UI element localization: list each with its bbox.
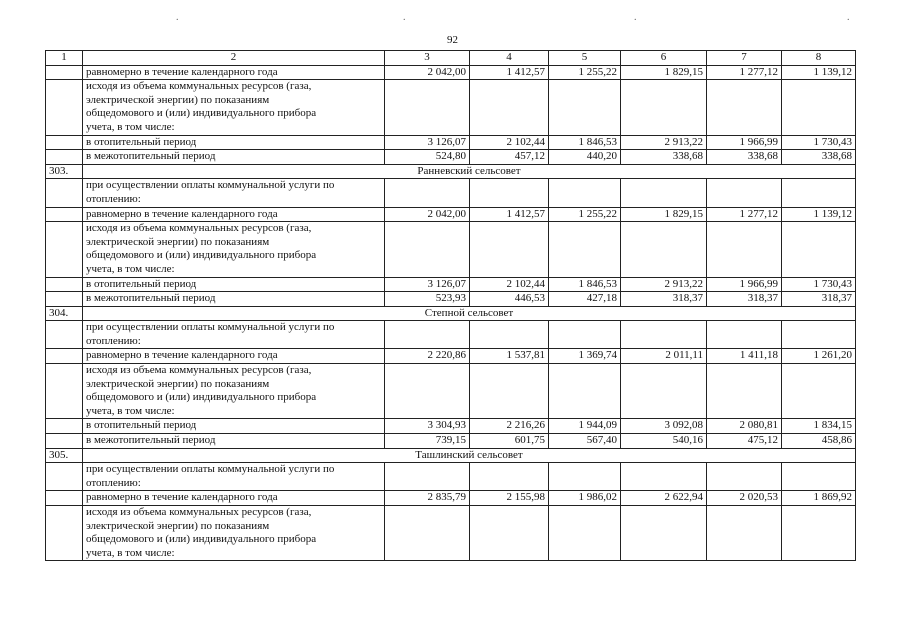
row-description xyxy=(83,364,385,419)
description-line: при осуществлении оплаты коммунальной услуги по xyxy=(86,463,335,476)
value-cell: 2 102,44 xyxy=(470,135,549,150)
index-cell xyxy=(46,222,83,277)
header-cell: 7 xyxy=(707,51,782,66)
header-cell: 4 xyxy=(470,51,549,66)
value-cell xyxy=(621,80,707,135)
data-row xyxy=(46,434,856,449)
value-cell xyxy=(470,80,549,135)
value-cell: 1 986,02 xyxy=(549,491,621,506)
header-cell: 6 xyxy=(621,51,707,66)
row-label: в отопительный период xyxy=(83,277,385,292)
value-cell xyxy=(470,506,549,561)
description-line: отоплению: xyxy=(86,334,141,347)
page-number: 92 xyxy=(447,34,458,46)
value-cell: 1 730,43 xyxy=(782,135,856,150)
text-row xyxy=(46,321,856,349)
value-cell xyxy=(621,463,707,491)
value-cell: 601,75 xyxy=(470,434,549,449)
value-cell: 2 042,00 xyxy=(385,65,470,80)
data-row xyxy=(46,419,856,434)
value-cell: 1 277,12 xyxy=(707,207,782,222)
text-row xyxy=(46,222,856,277)
row-description xyxy=(83,321,385,349)
index-cell xyxy=(46,419,83,434)
text-row xyxy=(46,364,856,419)
description-line: при осуществлении оплаты коммунальной услуги по xyxy=(86,179,335,192)
value-cell: 2 020,53 xyxy=(707,491,782,506)
description-line: исходя из объема коммунальных ресурсов (газа, xyxy=(86,506,312,518)
header-cell: 3 xyxy=(385,51,470,66)
description-line: исходя из объема коммунальных ресурсов (газа, xyxy=(86,80,312,93)
value-cell: 1 944,09 xyxy=(549,419,621,434)
row-label: в межотопительный период xyxy=(83,150,385,165)
description-line: отоплению: xyxy=(86,192,141,205)
data-row xyxy=(46,491,856,506)
value-cell: 1 829,15 xyxy=(621,65,707,80)
row-label: равномерно в течение календарного года xyxy=(83,65,385,80)
value-cell: 457,12 xyxy=(470,150,549,165)
value-cell: 1 412,57 xyxy=(470,207,549,222)
description-line: отоплению: xyxy=(86,476,141,489)
value-cell xyxy=(782,80,856,135)
value-cell xyxy=(707,506,782,561)
row-label: равномерно в течение календарного года xyxy=(83,207,385,222)
value-cell: 3 126,07 xyxy=(385,277,470,292)
value-cell xyxy=(707,222,782,277)
value-cell xyxy=(470,321,549,349)
section-index: 304. xyxy=(46,306,83,321)
value-cell: 1 255,22 xyxy=(549,207,621,222)
value-cell: 524,80 xyxy=(385,150,470,165)
value-cell xyxy=(621,179,707,207)
text-row xyxy=(46,80,856,135)
value-cell xyxy=(707,321,782,349)
section-row xyxy=(46,448,856,463)
index-cell xyxy=(46,179,83,207)
row-label: в отопительный период xyxy=(83,135,385,150)
value-cell: 1 834,15 xyxy=(782,419,856,434)
row-label: в отопительный период xyxy=(83,419,385,434)
value-cell: 2 155,98 xyxy=(470,491,549,506)
index-cell xyxy=(46,80,83,135)
value-cell: 338,68 xyxy=(707,150,782,165)
index-cell xyxy=(46,292,83,307)
index-cell xyxy=(46,321,83,349)
index-cell xyxy=(46,135,83,150)
value-cell: 1 966,99 xyxy=(707,135,782,150)
value-cell xyxy=(707,80,782,135)
tariff-table xyxy=(45,50,856,561)
value-cell xyxy=(707,364,782,419)
value-cell: 3 304,93 xyxy=(385,419,470,434)
row-label: равномерно в течение календарного года xyxy=(83,349,385,364)
data-row xyxy=(46,277,856,292)
index-cell xyxy=(46,506,83,561)
value-cell: 318,37 xyxy=(707,292,782,307)
value-cell: 567,40 xyxy=(549,434,621,449)
section-row xyxy=(46,306,856,321)
section-index: 303. xyxy=(46,164,83,179)
data-row xyxy=(46,349,856,364)
row-label: в межотопительный период xyxy=(83,292,385,307)
value-cell xyxy=(782,364,856,419)
value-cell xyxy=(549,364,621,419)
row-description xyxy=(83,179,385,207)
value-cell: 2 220,86 xyxy=(385,349,470,364)
value-cell: 1 412,57 xyxy=(470,65,549,80)
value-cell xyxy=(549,80,621,135)
scan-dot: . xyxy=(176,12,179,23)
section-row xyxy=(46,164,856,179)
value-cell xyxy=(385,80,470,135)
value-cell: 2 042,00 xyxy=(385,207,470,222)
description-line: электрической энергии) по показаниям xyxy=(86,519,270,532)
value-cell: 458,86 xyxy=(782,434,856,449)
value-cell xyxy=(385,222,470,277)
value-cell xyxy=(707,179,782,207)
header-cell: 1 xyxy=(46,51,83,66)
index-cell xyxy=(46,349,83,364)
text-row xyxy=(46,463,856,491)
scan-dot: . xyxy=(847,12,850,23)
description-line: электрической энергии) по показаниям xyxy=(86,93,270,106)
value-cell: 427,18 xyxy=(549,292,621,307)
header-cell: 5 xyxy=(549,51,621,66)
value-cell: 2 102,44 xyxy=(470,277,549,292)
value-cell xyxy=(470,364,549,419)
value-cell: 3 126,07 xyxy=(385,135,470,150)
value-cell: 338,68 xyxy=(782,150,856,165)
index-cell xyxy=(46,364,83,419)
value-cell: 1 537,81 xyxy=(470,349,549,364)
value-cell: 540,16 xyxy=(621,434,707,449)
value-cell: 2 835,79 xyxy=(385,491,470,506)
row-description xyxy=(83,222,385,277)
value-cell xyxy=(470,463,549,491)
value-cell xyxy=(621,321,707,349)
value-cell: 739,15 xyxy=(385,434,470,449)
description-line: учета, в том числе: xyxy=(86,120,175,133)
section-title: Ранневский сельсовет xyxy=(83,164,856,179)
value-cell: 475,12 xyxy=(707,434,782,449)
value-cell: 2 011,11 xyxy=(621,349,707,364)
value-cell: 318,37 xyxy=(782,292,856,307)
header-cell: 2 xyxy=(83,51,385,66)
description-line: исходя из объема коммунальных ресурсов (газа, xyxy=(86,364,312,377)
row-description xyxy=(83,463,385,491)
row-label: в межотопительный период xyxy=(83,434,385,449)
index-cell xyxy=(46,207,83,222)
description-line: учета, в том числе: xyxy=(86,546,175,559)
value-cell xyxy=(385,463,470,491)
value-cell: 1 846,53 xyxy=(549,277,621,292)
value-cell xyxy=(782,222,856,277)
value-cell xyxy=(621,222,707,277)
value-cell xyxy=(707,463,782,491)
description-line: учета, в том числе: xyxy=(86,262,175,275)
value-cell: 2 080,81 xyxy=(707,419,782,434)
value-cell xyxy=(782,506,856,561)
value-cell: 2 913,22 xyxy=(621,277,707,292)
description-line: общедомового и (или) индивидуального прибора xyxy=(86,533,317,546)
value-cell xyxy=(470,222,549,277)
value-cell xyxy=(549,506,621,561)
section-title: Степной сельсовет xyxy=(83,306,856,321)
value-cell: 2 216,26 xyxy=(470,419,549,434)
value-cell xyxy=(470,179,549,207)
value-cell xyxy=(549,463,621,491)
table-body xyxy=(46,65,856,561)
description-line: при осуществлении оплаты коммунальной услуги по xyxy=(86,321,335,334)
row-description xyxy=(83,80,385,135)
description-line: исходя из объема коммунальных ресурсов (газа, xyxy=(86,222,312,235)
data-row xyxy=(46,150,856,165)
value-cell xyxy=(549,179,621,207)
value-cell xyxy=(782,179,856,207)
data-row xyxy=(46,207,856,222)
value-cell: 523,93 xyxy=(385,292,470,307)
value-cell xyxy=(621,506,707,561)
value-cell: 1 369,74 xyxy=(549,349,621,364)
value-cell: 1 139,12 xyxy=(782,65,856,80)
header-cell: 8 xyxy=(782,51,856,66)
value-cell: 446,53 xyxy=(470,292,549,307)
value-cell xyxy=(549,222,621,277)
description-line: учета, в том числе: xyxy=(86,404,175,417)
index-cell xyxy=(46,277,83,292)
value-cell: 1 966,99 xyxy=(707,277,782,292)
description-line: электрической энергии) по показаниям xyxy=(86,235,270,248)
section-index: 305. xyxy=(46,448,83,463)
row-description xyxy=(83,506,385,561)
value-cell xyxy=(385,506,470,561)
value-cell: 1 277,12 xyxy=(707,65,782,80)
value-cell: 440,20 xyxy=(549,150,621,165)
scan-dot: . xyxy=(634,12,637,23)
value-cell xyxy=(385,321,470,349)
data-row xyxy=(46,292,856,307)
value-cell xyxy=(782,463,856,491)
value-cell: 1 869,92 xyxy=(782,491,856,506)
index-cell xyxy=(46,434,83,449)
index-cell xyxy=(46,491,83,506)
index-cell xyxy=(46,65,83,80)
value-cell: 1 411,18 xyxy=(707,349,782,364)
text-row xyxy=(46,179,856,207)
data-row xyxy=(46,65,856,80)
section-title: Ташлинский сельсовет xyxy=(83,448,856,463)
text-row xyxy=(46,506,856,561)
value-cell: 338,68 xyxy=(621,150,707,165)
value-cell: 2 913,22 xyxy=(621,135,707,150)
value-cell: 1 846,53 xyxy=(549,135,621,150)
index-cell xyxy=(46,463,83,491)
description-line: электрической энергии) по показаниям xyxy=(86,377,270,390)
value-cell: 3 092,08 xyxy=(621,419,707,434)
description-line: общедомового и (или) индивидуального прибора xyxy=(86,249,317,262)
value-cell: 1 261,20 xyxy=(782,349,856,364)
index-cell xyxy=(46,150,83,165)
value-cell: 1 829,15 xyxy=(621,207,707,222)
value-cell xyxy=(621,364,707,419)
value-cell: 1 255,22 xyxy=(549,65,621,80)
value-cell xyxy=(549,321,621,349)
data-row xyxy=(46,135,856,150)
value-cell xyxy=(385,179,470,207)
description-line: общедомового и (или) индивидуального прибора xyxy=(86,107,317,120)
value-cell: 2 622,94 xyxy=(621,491,707,506)
value-cell: 1 139,12 xyxy=(782,207,856,222)
value-cell: 1 730,43 xyxy=(782,277,856,292)
value-cell xyxy=(782,321,856,349)
header-row xyxy=(46,51,856,66)
scan-dot: . xyxy=(403,12,406,23)
value-cell xyxy=(385,364,470,419)
description-line: общедомового и (или) индивидуального прибора xyxy=(86,391,317,404)
value-cell: 318,37 xyxy=(621,292,707,307)
row-label: равномерно в течение календарного года xyxy=(83,491,385,506)
